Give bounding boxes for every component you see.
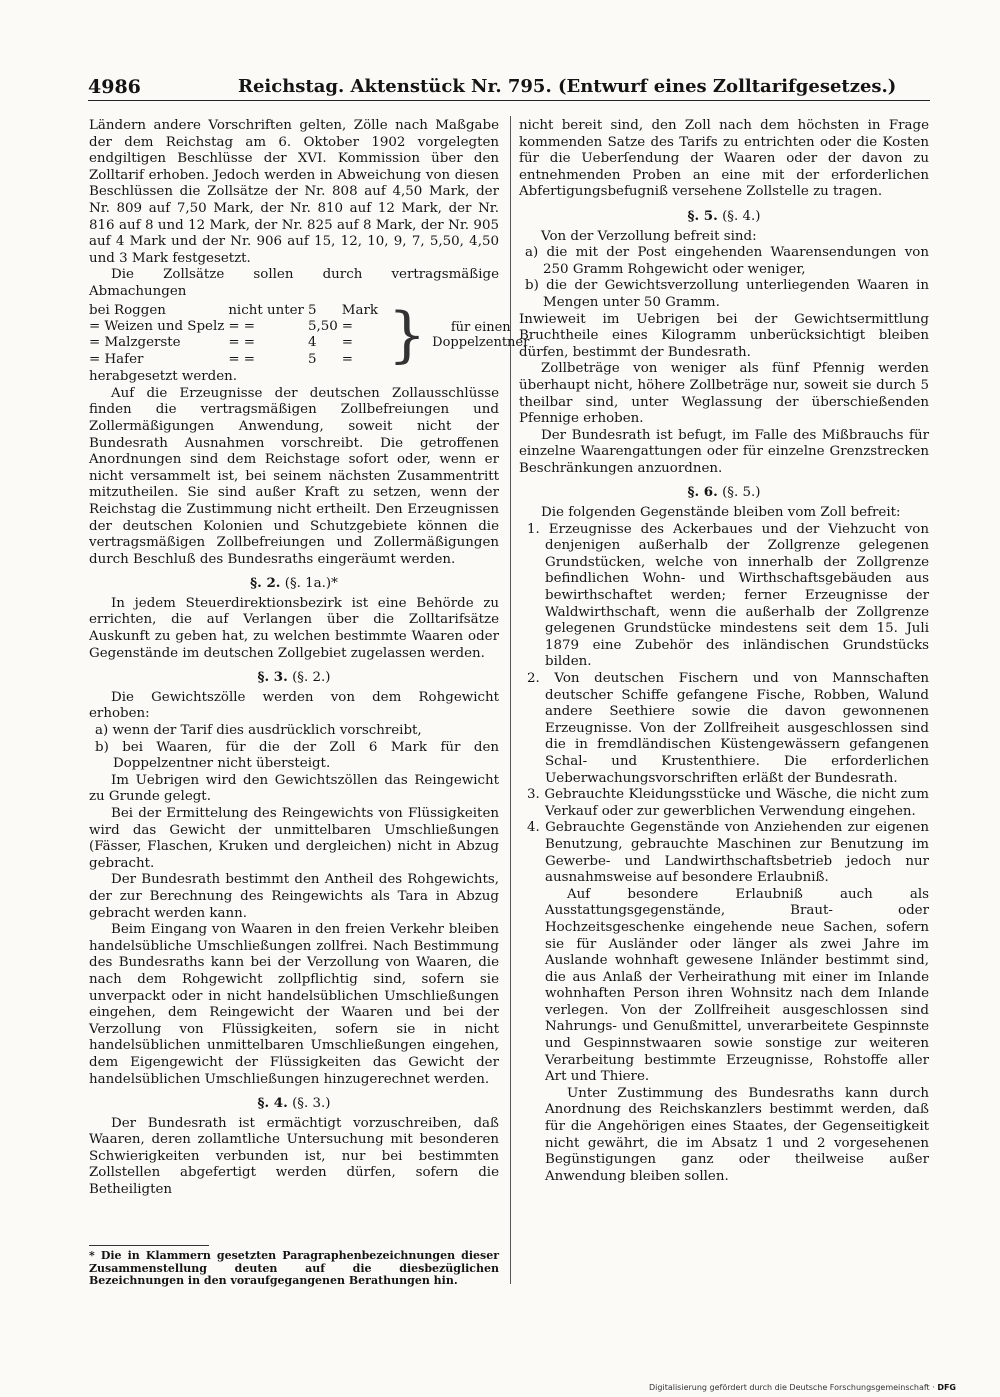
- paragraph: herabgesetzt werden.: [89, 369, 238, 385]
- paragraph: Die Gewichtszölle werden von dem Rohgewicht erhoben:: [89, 689, 499, 722]
- section-ref: (§. 3.): [292, 1096, 331, 1112]
- paragraph: Im Uebrigen wird den Gewichtszöllen das Reingewicht zu Grunde gelegt.: [89, 772, 499, 805]
- section-ref: (§. 5.): [722, 485, 761, 501]
- paragraph: Die folgenden Gegenstände bleiben vom Zoll befreit:: [541, 505, 901, 521]
- rate-label: = Malzgerste: [89, 335, 181, 351]
- dfg-logo: DFG: [937, 1383, 956, 1392]
- page-number: 4986: [88, 76, 141, 98]
- rate-unit: =: [341, 351, 353, 367]
- section-ref: (§. 2.): [292, 670, 331, 686]
- rate-unit: =: [341, 335, 353, 351]
- credit-text: Digitalisierung gefördert durch die Deutsche Forschungsgemeinschaft ·: [649, 1383, 935, 1392]
- rate-label: bei Roggen: [89, 302, 166, 318]
- section-number: §. 6.: [687, 484, 718, 501]
- digitization-credit: [649, 1383, 956, 1392]
- page-header: [88, 76, 930, 104]
- rate-label: = Weizen und Spelz: [89, 318, 225, 334]
- section-heading: [519, 208, 929, 226]
- paragraph: In jedem Steuerdirektionsbezirk ist eine Behörde zu errichten, die auf Verlangen über die Zolltarifsätze Auskunft zu geben hat, zu welchen bestimmte Waaren oder Gegenstände im deutschen Zollgebiet zugelassen werden.: [89, 595, 499, 661]
- section-heading: [89, 575, 499, 593]
- rate-unit: =: [341, 318, 353, 334]
- rates-table: [89, 300, 533, 371]
- paragraph: Ländern andere Vorschriften gelten, Zölle nach Maßgabe der dem Reichstag am 6. Oktober 1902 vorgelegten endgiltigen Beschlüsse der XVI. Kommission über den Zolltarif erhoben. Jedoch werden in Abweichung von diesen Beschlüssen die Zollsätze der Nr. 808 auf 4,50 Mark, der Nr. 809 auf 7,50 Mark, der Nr. 810 auf 12 Mark, der Nr. 816 auf 8 und 12 Mark, der Nr. 825 auf 8 Mark, der Nr. 905 auf 4 Mark und der Nr. 906 auf 15, 12, 10, 9, 7, 5,50, 4,50 und 3 Mark festgesetzt.: [89, 118, 499, 266]
- paragraph: Bei der Ermittelung des Reingewichts von Flüssigkeiten wird das Gewicht der unmittelbaren Umschließungen (Fässer, Flaschen, Kruken und dergleichen) nicht in Abzug gebracht.: [89, 806, 499, 871]
- list-item: 1. Erzeugnisse des Ackerbaues und der Viehzucht von denjenigen außerhalb der Zollgrenze gelegenen Grundstücken, welche von innerhalb der Zollgrenze befindlichen Wohn- und Wirthschaftsgebäuden aus bewirthschaftet werden; ferner Erzeugnisse der Waldwirthschaft, wenn die außerhalb der Zollgrenze gelegenen Grundstücke mindestens seit dem 15. Juli 1879 eine Zubehör des inländischen Grundstücks bilden.: [527, 521, 929, 670]
- rates-note: für einen Doppelzentner: [432, 320, 530, 351]
- rate-row: [89, 303, 533, 319]
- rate-value: 4: [307, 335, 317, 351]
- footnote-rule: [89, 1245, 209, 1246]
- brace-symbol: }: [387, 300, 427, 371]
- section-number: §. 4.: [257, 1095, 288, 1112]
- list-item: a) wenn der Tarif dies ausdrücklich vorschreibt,: [95, 723, 422, 739]
- paragraph: Der Bundesrath bestimmt den Antheil des Rohgewichts, der zur Berechnung des Reingewichts als Tara in Abzug gebracht werden kann.: [89, 872, 499, 921]
- list-item: a) die mit der Post eingehenden Waarensendungen von 250 Gramm Rohgewicht oder weniger,: [525, 245, 929, 277]
- paragraph: Inwieweit im Uebrigen bei der Gewichtsermittlung Bruchtheile eines Kilogramm unberücksichtigt bleiben dürfen, bestimmt der Bundesrath.: [519, 311, 929, 360]
- rate-value: 5: [307, 351, 317, 367]
- right-column: [519, 118, 929, 1185]
- left-column: [89, 118, 530, 1199]
- rate-value: 5,50: [307, 318, 338, 334]
- header-rule: [88, 100, 930, 101]
- section-number: §. 3.: [257, 669, 288, 686]
- list-item: b) die der Gewichtsverzollung unterliegenden Waaren in Mengen unter 50 Gramm.: [525, 278, 929, 310]
- paragraph: Unter Zustimmung des Bundesraths kann durch Anordnung des Reichskanzlers bestimmt werden, daß für die Angehörigen eines Staates, der Gegenseitigkeit nicht gewährt, die im Absatz 1 und 2 vorgesehenen Begünstigungen ganz oder theilweise außer Anwendung bleiben sollen.: [545, 1085, 929, 1184]
- rate-prefix: = =: [228, 318, 256, 334]
- section-ref: (§. 4.): [722, 208, 761, 224]
- paragraph: Auf die Erzeugnisse der deutschen Zollausschlüsse finden die vertragsmäßigen Zollbefreiungen und Zollermäßigungen Anwendung, soweit nicht der Bundesrath Ausnahmen vorschreibt. Die getroffenen Anordnungen sind dem Reichstage sofort oder, wenn er nicht versammelt ist, bei seinem nächsten Zusammentritt mitzutheilen. Sie sind außer Kraft zu setzen, wenn der Reichstag die Zustimmung nicht ertheilt. Den Erzeugnissen der deutschen Kolonien und Schutzgebiete können die vertragsmäßigen Zollbefreiungen und Zollermäßigungen durch Beschluß des Bundesraths eingeräumt werden.: [89, 385, 499, 567]
- list-item: 3. Gebrauchte Kleidungsstücke und Wäsche, die nicht zum Verkauf oder zur gewerblichen Verwendung eingehen.: [527, 787, 929, 819]
- rate-label: = Hafer: [89, 351, 144, 367]
- section-heading: [89, 1095, 499, 1113]
- rate-value: 5: [307, 302, 317, 318]
- section-number: §. 5.: [687, 207, 718, 224]
- footnote: * Die in Klammern gesetzten Paragraphenbezeichnungen dieser Zusammenstellung deuten auf die diesbezüglichen Bezeichnungen in den voraufgegangenen Berathungen hin.: [89, 1249, 499, 1288]
- paragraph: Die Zollsätze sollen durch vertragsmäßige Abmachungen: [89, 267, 499, 299]
- column-divider: [510, 116, 511, 1284]
- paragraph: Zollbeträge von weniger als fünf Pfennig werden überhaupt nicht, höhere Zollbeträge nur, soweit sie durch 5 theilbar sind, unter Weglassung der überschießenden Pfennige erhoben.: [519, 361, 929, 427]
- list-item: 4. Gebrauchte Gegenstände von Anziehenden zur eigenen Benutzung, gebrauchte Maschinen zur Benutzung im Gewerbe- und Landwirthschaftsbetrieb jedoch nur ausnahmsweise auf besondere Erlaubniß.: [527, 820, 929, 886]
- paragraph: Von der Verzollung befreit sind:: [541, 228, 757, 244]
- paragraph: Der Bundesrath ist befugt, im Falle des Mißbrauchs für einzelne Waarengattungen oder für einzelne Grenzstrecken Beschränkungen anzuordnen.: [519, 427, 929, 476]
- paragraph: Beim Eingang von Waaren in den freien Verkehr bleiben handelsübliche Umschließungen zollfrei. Nach Bestimmung des Bundesraths kann bei der Verzollung von Waaren, die nach dem Rohgewicht zollpflichtig sind, sofern sie unverpackt oder in nicht handelsüblichen Umschließungen eingehen, dem Reingewicht der Waaren und bei der Verzollung von Flüssigkeiten, sofern sie in nicht handelsüblichen unmittelbaren Umschließungen eingehen, dem Eigengewicht der Flüssigkeiten das Gewicht der handelsüblichen Umschließungen hinzugerechnet werden.: [89, 922, 499, 1087]
- list-item: b) bei Waaren, für die der Zoll 6 Mark für den Doppelzentner nicht übersteigt.: [95, 739, 499, 772]
- rate-prefix: = =: [228, 335, 256, 351]
- rate-prefix: nicht unter: [228, 302, 304, 318]
- section-ref: (§. 1a.)*: [284, 576, 338, 592]
- list-item: 2. Von deutschen Fischern und von Mannschaften deutscher Schiffe gefangene Fische, Robben, Walund andere Seethiere sowie die davon gewonnenen Erzeugnisse. Von der Zollfreiheit ausgeschlossen sind die in fremdländischen Küstengewässern gefangenen Schal- und Krustenthiere. Die erforderlichen Ueberwachungsvorschriften erläßt der Bundesrath.: [527, 671, 929, 786]
- paragraph: Der Bundesrath ist ermächtigt vorzuschreiben, daß Waaren, deren zollamtliche Untersuchung mit besonderen Schwierigkeiten verbunden ist, nur bei bestimmten Zollstellen abgefertigt werden dürfen, sofern die Betheiligten: [89, 1115, 499, 1198]
- section-number: §. 2.: [250, 575, 281, 592]
- section-heading: [89, 669, 499, 687]
- paragraph: nicht bereit sind, den Zoll nach dem höchsten in Frage kommenden Satze des Tarifs zu entrichten oder die Kosten für die Ueberſendung der Waaren oder der davon zu entnehmenden Proben an eine mit der erforderlichen Abfertigungsbefugniß versehene Zollstelle zu tragen.: [519, 118, 929, 200]
- rate-unit: Mark: [341, 302, 378, 318]
- paragraph: Auf besondere Erlaubniß auch als Ausstattungsgegenstände, Braut- oder Hochzeitsgeschenke eingehende neue Sachen, sofern sie für Ausländer oder länger als zwei Jahre im Auslande wohnhaft gewesene Inländer bestimmt sind, die aus Anlaß der Verheirathung mit einer im Inlande wohnhaften Person ihren Wohnsitz nach dem Inlande verlegen. Von der Zollfreiheit ausgeschlossen sind Nahrungs- und Genußmittel, unverarbeitete Gespinnste und Gespinnstwaaren sowie sonstige zur weiteren Verarbeitung bestimmte Erzeugnisse, Rohstoffe aller Art und Thiere.: [545, 886, 929, 1085]
- rate-prefix: = =: [228, 351, 256, 367]
- running-title: Reichstag. Aktenstück Nr. 795. (Entwurf eines Zolltarifgesetzes.): [238, 76, 897, 97]
- section-heading: [519, 484, 929, 502]
